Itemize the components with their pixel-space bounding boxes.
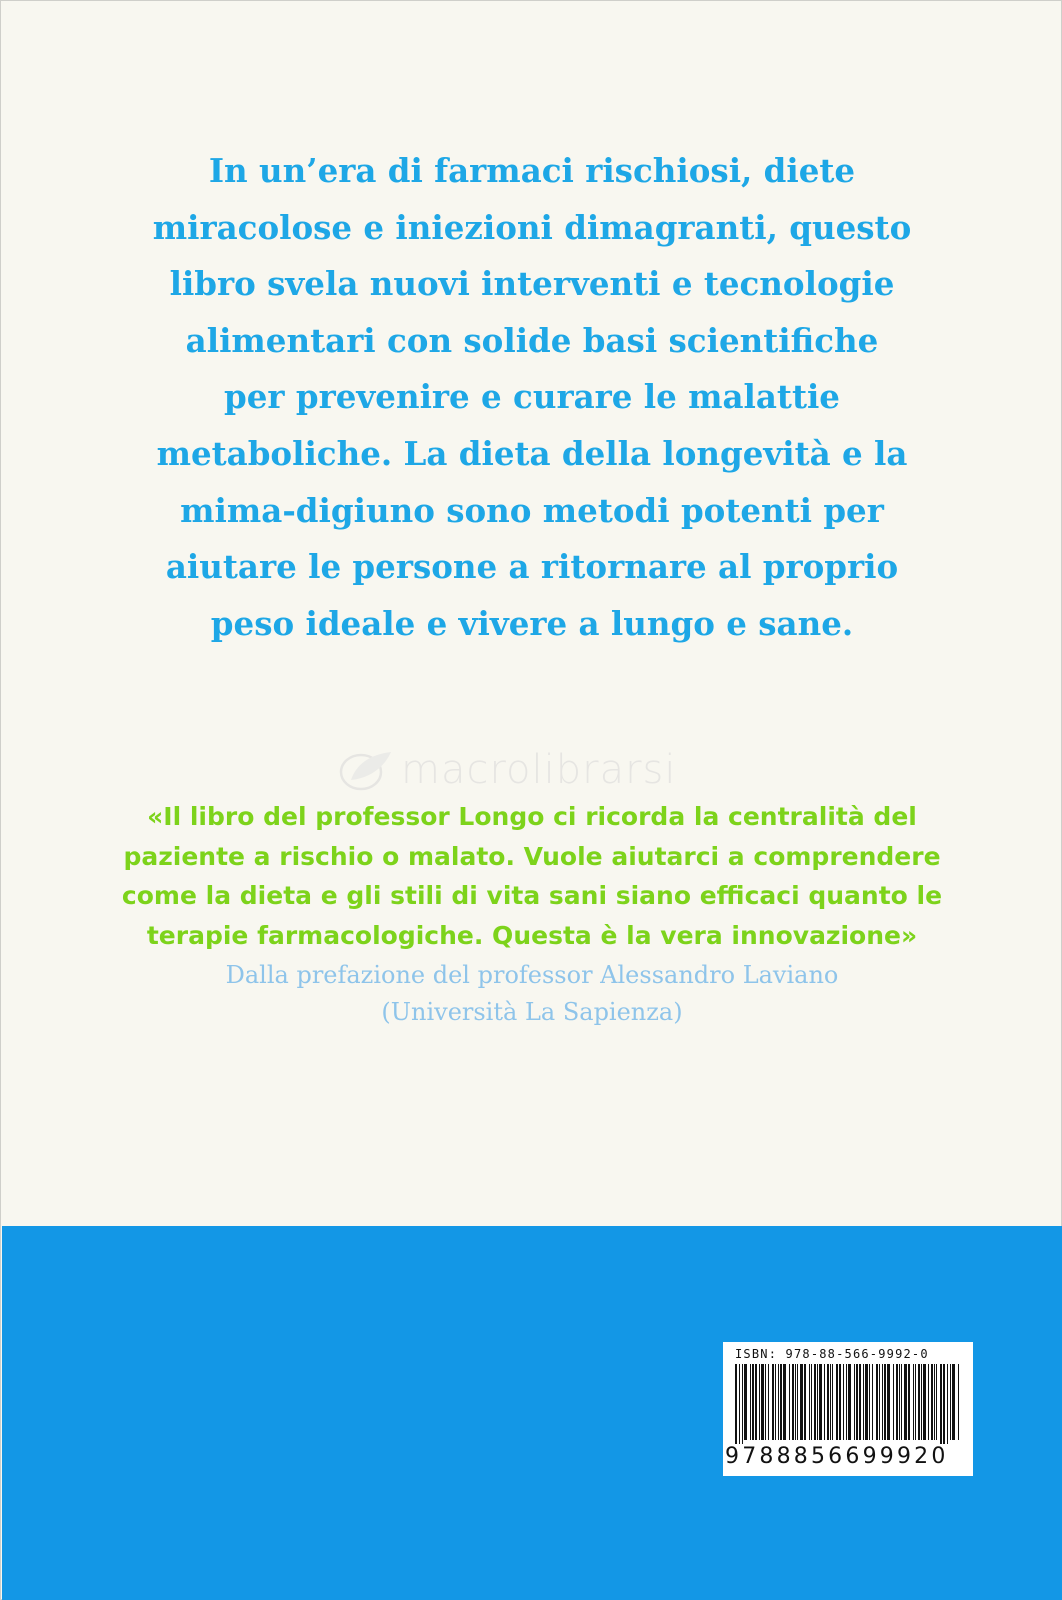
barcode-bar (958, 1364, 959, 1440)
barcode-bar (739, 1364, 740, 1444)
leaf-logo-icon (339, 748, 395, 792)
quote-line: «Il libro del professor Longo ci ricorda la centralità del (147, 802, 917, 831)
barcode-bar (904, 1364, 907, 1440)
barcode-bar (800, 1364, 803, 1440)
blurb-text (97, 143, 967, 652)
barcode-bar (884, 1364, 886, 1440)
barcode-bar (792, 1364, 794, 1440)
barcode-bar (752, 1364, 754, 1440)
blurb-line: aiutare le persone a ritornare al proprio (165, 547, 899, 587)
barcode-bar (768, 1364, 769, 1440)
barcode-bar (856, 1364, 858, 1440)
barcode-bar (928, 1364, 929, 1440)
barcode-bar (839, 1364, 841, 1440)
barcode-bar (869, 1364, 870, 1440)
quote-line: terapie farmacologiche. Questa è la vera innovazione» (146, 920, 918, 950)
endorsement-quote (61, 797, 1003, 955)
quote-line: come la dieta e gli stili di vita sani siano efficaci quanto le (121, 881, 943, 910)
barcode-bar (908, 1364, 910, 1440)
barcode-bar (744, 1364, 747, 1440)
barcode-bar (750, 1364, 751, 1440)
barcode-bar (761, 1364, 764, 1440)
barcode-bar (824, 1364, 825, 1440)
barcode-bar (893, 1364, 894, 1440)
barcode-bar (846, 1364, 847, 1440)
barcode-bar (772, 1364, 774, 1440)
blurb-line: mima-digiuno sono metodi potenti per (180, 490, 884, 530)
barcode-bar (742, 1364, 743, 1444)
barcode-bar (934, 1364, 935, 1440)
quote-attribution (101, 957, 963, 1031)
barcode-bar (836, 1364, 838, 1440)
barcode-bar (854, 1364, 855, 1440)
barcode-bar (952, 1364, 955, 1440)
barcode-bar (859, 1364, 861, 1440)
barcode-bar (814, 1364, 816, 1440)
blurb-line: libro svela nuovi interventi e tecnologie (169, 264, 895, 304)
blurb-line: miracolose e iniezioni dimagranti, questo (152, 207, 912, 247)
barcode-bar (931, 1364, 933, 1440)
barcode-bar (811, 1364, 812, 1440)
ean-digits: 9788856699920 (725, 1444, 949, 1469)
barcode-bar (882, 1364, 883, 1440)
barcode-bar (863, 1364, 864, 1440)
barcode-bar (950, 1364, 951, 1440)
barcode-bar (879, 1364, 880, 1440)
barcode-bar (778, 1364, 779, 1440)
barcode-bar (915, 1364, 916, 1440)
barcode-bar (872, 1364, 873, 1440)
barcode-label (723, 1342, 973, 1476)
barcode-bar (817, 1364, 818, 1440)
barcode-icon (733, 1364, 963, 1444)
barcode-bar (797, 1364, 798, 1440)
barcode-bar (830, 1364, 831, 1440)
barcode-bar (795, 1364, 796, 1440)
barcode-bar (943, 1364, 945, 1444)
quote-line: paziente a rischio o malato. Vuole aiutarci a comprendere (123, 841, 941, 871)
barcode-bar (759, 1364, 760, 1440)
barcode-bar (865, 1364, 868, 1440)
barcode-bar (940, 1364, 942, 1444)
barcode-bar (843, 1364, 844, 1440)
barcode-bar (876, 1364, 878, 1440)
barcode-bar (913, 1364, 914, 1440)
blurb-line: In un’era di farmaci rischiosi, diete (208, 151, 856, 190)
barcode-bar (947, 1364, 948, 1444)
barcode-bar (848, 1364, 851, 1440)
barcode-bar (775, 1364, 776, 1440)
blurb-line: peso ideale e vivere a lungo e sane. (210, 603, 854, 643)
barcode-bar (789, 1364, 790, 1440)
blurb-line: alimentari con solide basi scientifiche (185, 320, 879, 360)
barcode-bar (887, 1364, 890, 1440)
barcode-bar (765, 1364, 766, 1440)
watermark-text: macrolibrarsi (401, 747, 677, 793)
barcode-bar (918, 1364, 920, 1440)
barcode-bar (735, 1364, 737, 1444)
barcode-bar (901, 1364, 902, 1440)
isbn-number: ISBN: 978-88-566-9992-0 (735, 1347, 929, 1361)
barcode-bar (804, 1364, 806, 1440)
barcode-bar (809, 1364, 810, 1440)
barcode-bar (923, 1364, 926, 1440)
barcode-bar (896, 1364, 898, 1440)
blurb-line: per prevenire e curare le malattie (224, 377, 840, 417)
barcode-bar (755, 1364, 757, 1440)
barcode-bar (780, 1364, 782, 1440)
barcode-bar (936, 1364, 937, 1440)
barcode-bar (921, 1364, 922, 1440)
barcode-bar (783, 1364, 786, 1440)
attribution-line: (Università La Sapienza) (381, 998, 683, 1026)
barcode-bar (819, 1364, 822, 1440)
blurb-line: metaboliche. La dieta della longevità e la (156, 433, 908, 473)
barcode-bar (827, 1364, 829, 1440)
barcode-bar (832, 1364, 833, 1440)
barcode-bar (899, 1364, 900, 1440)
watermark (339, 747, 676, 793)
attribution-line: Dalla prefazione del professor Alessandro Laviano (225, 961, 839, 989)
